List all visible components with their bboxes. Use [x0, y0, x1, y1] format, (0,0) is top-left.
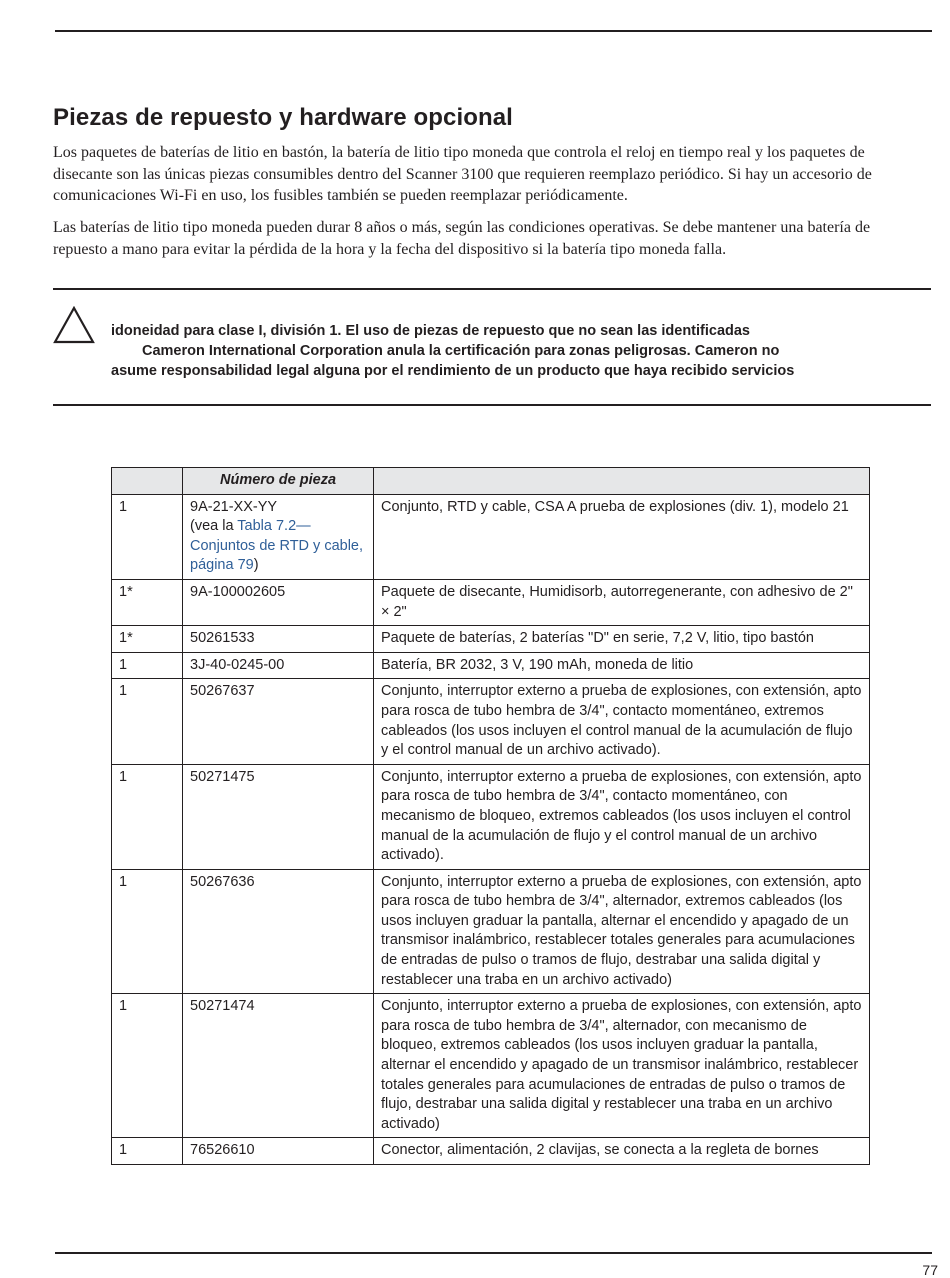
- cell-part-number: 50267636: [183, 869, 374, 994]
- table-header-row: [112, 468, 870, 495]
- table-row: [112, 1138, 870, 1165]
- cell-description: Paquete de disecante, Humidisorb, autorregenerante, con adhesivo de 2" × 2": [374, 579, 870, 625]
- cell-qty: 1: [112, 994, 183, 1138]
- cell-description: Conjunto, interruptor externo a prueba de explosiones, con extensión, apto para rosca de tubo hembra de 3/4", contacto momentáneo, extremos cableados (los usos incluyen el control manual de la acumulación de flujo y el control manual de un archivo activado).: [374, 679, 870, 764]
- table-row: [112, 579, 870, 625]
- page-number: 77: [922, 1262, 938, 1278]
- header-description: [374, 468, 870, 495]
- table-row: [112, 626, 870, 653]
- header-rule: [55, 30, 932, 32]
- cell-qty: 1: [112, 869, 183, 994]
- header-qty: [112, 468, 183, 495]
- cell-qty: 1: [112, 764, 183, 869]
- table-row: [112, 869, 870, 994]
- cell-qty: 1: [112, 494, 183, 579]
- table-row: [112, 652, 870, 679]
- cell-description: Conjunto, interruptor externo a prueba de explosiones, con extensión, apto para rosca de tubo hembra de 3/4", contacto momentáneo, con mecanismo de bloqueo, extremos cableados (los usos incluyen el control manual de la acumulación de flujo y el control manual de un archivo activado).: [374, 764, 870, 869]
- cell-description: Conector, alimentación, 2 clavijas, se conecta a la regleta de bornes: [374, 1138, 870, 1165]
- warning-line-1: idoneidad para clase I, división 1. El uso de piezas de repuesto que no sean las identificadas: [111, 323, 750, 339]
- section-title: Piezas de repuesto y hardware opcional: [53, 104, 513, 131]
- cell-description: Conjunto, RTD y cable, CSA A prueba de explosiones (div. 1), modelo 21: [374, 494, 870, 579]
- table-row: [112, 679, 870, 764]
- table-7-2-link[interactable]: Tabla 7.2— Conjuntos de RTD y cable, página 79: [190, 518, 364, 574]
- part-number: 9A-21-XX-YY: [190, 498, 278, 515]
- warning-text: [111, 321, 911, 381]
- ref-prefix: (vea la: [190, 518, 238, 535]
- table-row: [112, 494, 870, 579]
- cell-part-number: 50267637: [183, 679, 374, 764]
- cell-description: Conjunto, interruptor externo a prueba de explosiones, con extensión, apto para rosca de tubo hembra de 3/4", alternador, con mecanismo de bloqueo, extremos cableados (los usos incluyen graduar la pantalla, alternar el encendido y apagado de un transmisor inalámbrico, restablecer totales generales para acumulaciones de entradas de pulso o tramos de flujo, destrabar una salida digital y restablecer una traba en un archivo activado): [374, 994, 870, 1138]
- warning-box: [53, 288, 931, 406]
- ref-suffix: ): [253, 557, 259, 574]
- cell-part-number: 50261533: [183, 626, 374, 653]
- cell-qty: 1: [112, 652, 183, 679]
- cell-part-number: 50271475: [183, 764, 374, 869]
- cell-description: Batería, BR 2032, 3 V, 190 mAh, moneda de litio: [374, 652, 870, 679]
- intro-paragraph: Los paquetes de baterías de litio en bastón, la batería de litio tipo moneda que controla el reloj en tiempo real y los paquetes de disecante son las únicas piezas consumibles dentro del Scanner 3100 que requieren reemplazo periódico. Si hay un accesorio de comunicaciones Wi-Fi en uso, los fusibles también se pueden reemplazar periódicamente.: [53, 144, 872, 204]
- warning-line-2: Cameron International Corporation anula la certificación para zonas peligrosas. Cameron no: [142, 343, 780, 359]
- cell-qty: 1*: [112, 626, 183, 653]
- cell-description: Paquete de baterías, 2 baterías "D" en serie, 7,2 V, litio, tipo bastón: [374, 626, 870, 653]
- header-part-number: Número de pieza: [183, 468, 374, 495]
- cell-description: Conjunto, interruptor externo a prueba de explosiones, con extensión, apto para rosca de tubo hembra de 3/4", alternador, extremos cableados (los usos incluyen graduar la pantalla, alternar el encendido y apagado de un transmisor inalámbrico, restablecer totales generales para acumulaciones de entradas de pulso o tramos de flujo, destrabar una salida digital y restablecer una traba en un archivo activado): [374, 869, 870, 994]
- cell-part-number: 9A-100002605: [183, 579, 374, 625]
- cell-qty: 1: [112, 1138, 183, 1165]
- battery-paragraph: Las baterías de litio tipo moneda pueden durar 8 años o más, según las condiciones operativas. Se debe mantener una batería de repuesto a mano para evitar la pérdida de la hora y la fecha del dispositivo si la batería tipo moneda falla.: [53, 219, 871, 258]
- cell-part-number: 76526610: [183, 1138, 374, 1165]
- cell-qty: 1*: [112, 579, 183, 625]
- warning-line-3: asume responsabilidad legal alguna por el rendimiento de un producto que haya recibido servicios: [111, 363, 795, 379]
- table-row: [112, 994, 870, 1138]
- cell-part-number: [183, 494, 374, 579]
- cell-qty: 1: [112, 679, 183, 764]
- cell-part-number: 50271474: [183, 994, 374, 1138]
- parts-table: [111, 467, 870, 1165]
- cell-part-number: 3J-40-0245-00: [183, 652, 374, 679]
- footer-rule: [55, 1252, 932, 1254]
- table-row: [112, 764, 870, 869]
- warning-triangle-icon: [53, 306, 95, 344]
